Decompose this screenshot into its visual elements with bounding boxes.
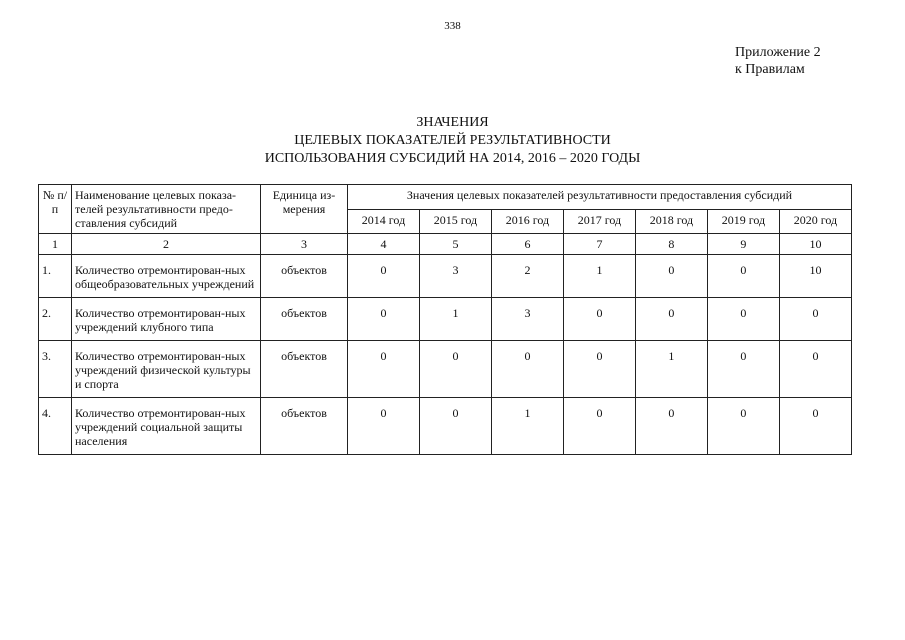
- year-header: 2016 год: [491, 209, 563, 234]
- year-value: 3: [419, 255, 491, 298]
- year-value: 1: [491, 398, 563, 455]
- indicator-unit: объектов: [261, 341, 348, 398]
- year-header: 2014 год: [348, 209, 420, 234]
- year-value: 0: [707, 298, 779, 341]
- column-index: 3: [261, 234, 348, 255]
- row-number: 1.: [39, 255, 72, 298]
- column-index: 5: [419, 234, 491, 255]
- year-value: 0: [348, 341, 420, 398]
- column-index: 7: [563, 234, 635, 255]
- year-value: 0: [348, 398, 420, 455]
- title-line-1: ЗНАЧЕНИЯ: [416, 115, 489, 130]
- year-value: 0: [419, 398, 491, 455]
- year-value: 0: [707, 255, 779, 298]
- header-values-group: Значения целевых показателей результативности предоставления субсидий: [348, 185, 852, 210]
- year-value: 1: [419, 298, 491, 341]
- indicator-name: Количество отремонтирован-ных учреждений социальной защиты населения: [72, 398, 261, 455]
- year-value: 1: [635, 341, 707, 398]
- indicator-name: Количество отремонтирован-ных учреждений клубного типа: [72, 298, 261, 341]
- year-value: 0: [707, 341, 779, 398]
- year-header: 2019 год: [707, 209, 779, 234]
- year-value: 0: [707, 398, 779, 455]
- indicator-name: Количество отремонтирован-ных общеобразовательных учреждений: [72, 255, 261, 298]
- indicator-unit: объектов: [261, 255, 348, 298]
- appendix-line-1: Приложение 2: [735, 45, 821, 60]
- year-header: 2015 год: [419, 209, 491, 234]
- year-value: 0: [491, 341, 563, 398]
- table-row: [39, 341, 852, 398]
- year-value: 2: [491, 255, 563, 298]
- column-index: 10: [779, 234, 851, 255]
- year-value: 0: [348, 298, 420, 341]
- year-value: 0: [779, 298, 851, 341]
- year-value: 3: [491, 298, 563, 341]
- header-unit: Единица из-мерения: [261, 185, 348, 234]
- indicator-name: Количество отремонтирован-ных учреждений физической культуры и спорта: [72, 341, 261, 398]
- indicators-table: [38, 184, 852, 455]
- row-number: 4.: [39, 398, 72, 455]
- column-index: 2: [72, 234, 261, 255]
- title-line-2: ЦЕЛЕВЫХ ПОКАЗАТЕЛЕЙ РЕЗУЛЬТАТИВНОСТИ: [294, 133, 611, 148]
- row-number: 3.: [39, 341, 72, 398]
- table-row: [39, 398, 852, 455]
- row-number: 2.: [39, 298, 72, 341]
- table-row: [39, 298, 852, 341]
- year-value: 0: [563, 341, 635, 398]
- appendix-line-2: к Правилам: [735, 62, 805, 77]
- year-value: 10: [779, 255, 851, 298]
- header-name: Наименование целевых показа-телей результативности предо-ставления субсидий: [72, 185, 261, 234]
- document-title: [0, 114, 905, 168]
- year-value: 0: [419, 341, 491, 398]
- column-index-row: [39, 234, 852, 255]
- year-value: 0: [779, 398, 851, 455]
- title-line-3: ИСПОЛЬЗОВАНИЯ СУБСИДИЙ НА 2014, 2016 – 2020 ГОДЫ: [264, 151, 641, 166]
- year-value: 0: [348, 255, 420, 298]
- indicator-unit: объектов: [261, 398, 348, 455]
- year-value: 0: [635, 398, 707, 455]
- year-value: 1: [563, 255, 635, 298]
- year-value: 0: [563, 398, 635, 455]
- header-num: № п/п: [39, 185, 72, 234]
- column-index: 8: [635, 234, 707, 255]
- year-value: 0: [563, 298, 635, 341]
- indicator-unit: объектов: [261, 298, 348, 341]
- year-value: 0: [779, 341, 851, 398]
- year-header: 2017 год: [563, 209, 635, 234]
- year-value: 0: [635, 298, 707, 341]
- appendix-note: [735, 44, 821, 78]
- year-value: 0: [635, 255, 707, 298]
- column-index: 4: [348, 234, 420, 255]
- year-header: 2020 год: [779, 209, 851, 234]
- column-index: 1: [39, 234, 72, 255]
- table-row: [39, 255, 852, 298]
- column-index: 9: [707, 234, 779, 255]
- column-index: 6: [491, 234, 563, 255]
- year-header: 2018 год: [635, 209, 707, 234]
- page-number: 338: [444, 20, 461, 32]
